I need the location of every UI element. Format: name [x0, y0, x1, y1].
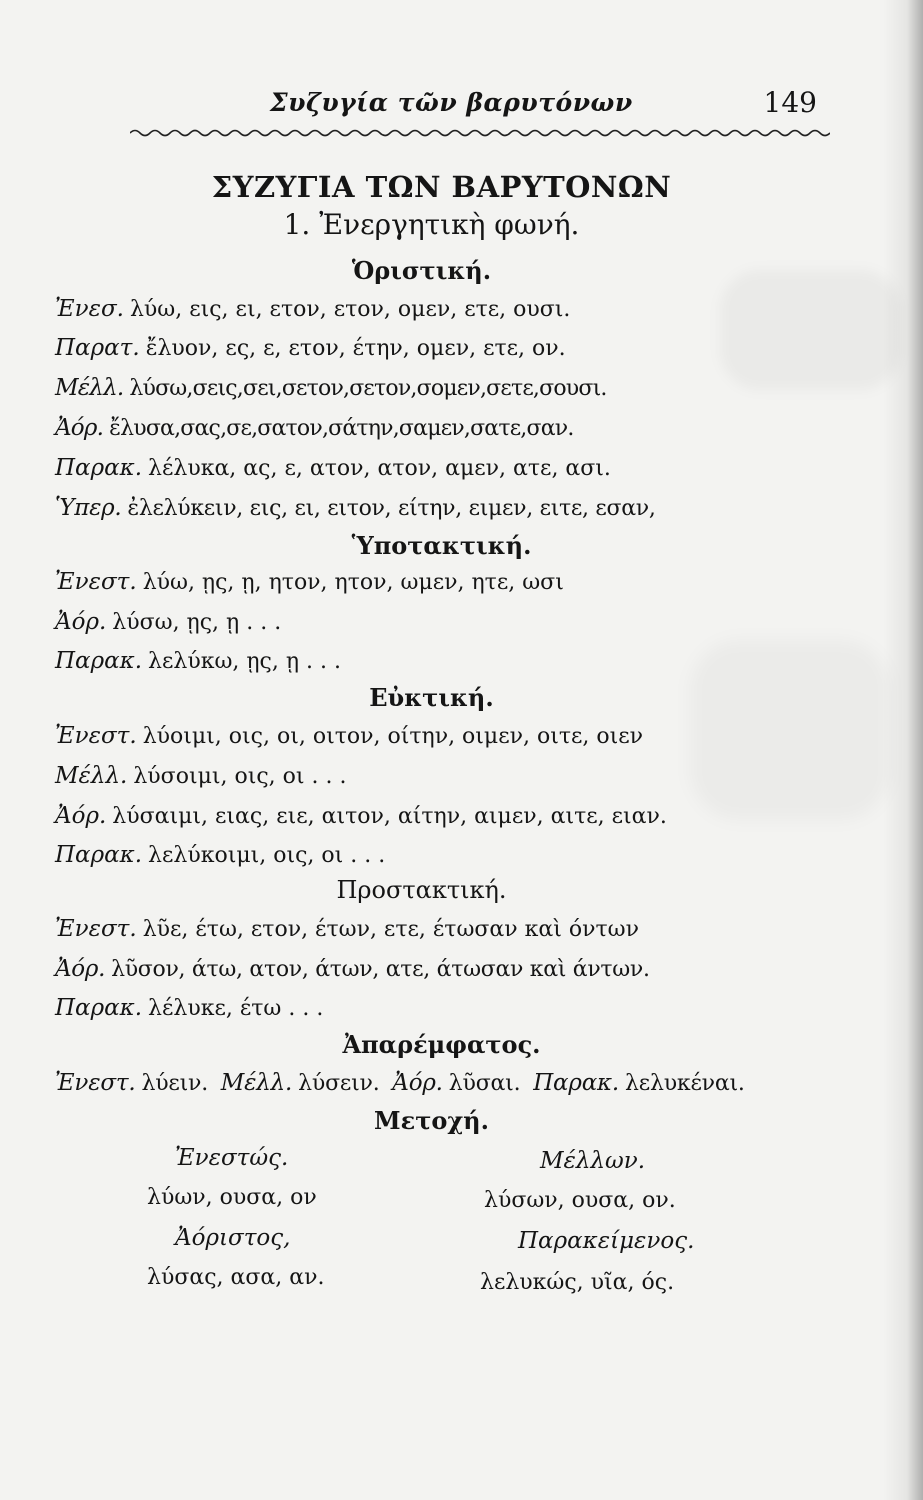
tense-label: Ἀόρ.	[55, 415, 104, 441]
forms: λέλυκε, έτω . . .	[148, 996, 324, 1021]
main-title: ΣΥΖΥΓΙΑ ΤΩΝ ΒΑΡΥΤΟΝΩΝ	[211, 170, 672, 204]
tense-label: Ἐνεστ.	[55, 569, 137, 595]
participle-heading: Μετοχή.	[374, 1106, 489, 1135]
forms: λελυκέναι.	[625, 1071, 745, 1096]
conjugation-row	[55, 995, 835, 1021]
forms: λύοιμι, οις, οι, οιτον, οίτην, οιμεν, οιτε, οιεν	[142, 724, 644, 749]
tense-label: Παρακ.	[55, 455, 143, 481]
conjugation-row	[55, 763, 835, 789]
participle-label: Παρακείμενος.	[518, 1228, 695, 1254]
tense-label: Παρακ.	[55, 842, 143, 868]
conjugation-row	[55, 956, 835, 982]
forms: λύσω, ῃς, ῃ . . .	[112, 610, 282, 635]
participle-forms: λύων, ουσα, ον	[147, 1185, 317, 1210]
forms: λύσω,σεις,σει,σετον,σετον,σομεν,σετε,σουσι.	[129, 376, 607, 401]
conjugation-row	[55, 609, 835, 635]
running-title: Συζυγία τῶν βαρυτόνων	[270, 88, 633, 117]
conjugation-row	[55, 495, 835, 521]
tense-label: Ἐνεσ.	[55, 296, 124, 322]
forms: λύσαιμι, ειας, ειε, αιτον, αίτην, αιμεν, αιτε, ειαν.	[112, 804, 667, 829]
page-number: 149	[763, 86, 817, 119]
imperative-heading: Προστακτική.	[336, 876, 507, 904]
forms: λύσοιμι, οις, οι . . .	[133, 764, 347, 789]
participle-forms: λύσων, ουσα, ον.	[484, 1188, 676, 1213]
forms: λύω, ῃς, ῃ, ητον, ητον, ωμεν, ητε, ωσι	[142, 570, 564, 595]
infinitive-row	[55, 1070, 835, 1096]
indicative-heading: Ὁριστική.	[351, 256, 492, 285]
conjugation-row	[55, 648, 835, 674]
conjugation-row	[55, 375, 835, 401]
forms: λύσειν.	[298, 1071, 380, 1096]
forms: λέλυκα, ας, ε, ατον, ατον, αμεν, ατε, ασι.	[148, 456, 611, 481]
tense-label: Μέλλ.	[55, 763, 128, 789]
participle-forms: λύσας, ασα, αν.	[147, 1265, 325, 1290]
optative-heading: Εὐκτική.	[369, 683, 494, 712]
tense-label: Ἐνεστ.	[55, 1070, 136, 1096]
forms: λῦσον, άτω, ατον, άτων, ατε, άτωσαν καὶ άντων.	[111, 957, 650, 982]
forms: λῦε, έτω, ετον, έτων, ετε, έτωσαν καὶ όντων	[142, 917, 639, 942]
tense-label: Ἀόρ.	[392, 1070, 443, 1096]
tense-label: Παρακ.	[55, 648, 143, 674]
tense-label: Μέλλ.	[220, 1070, 293, 1096]
infinitive-heading: Ἀπαρέμφατος.	[342, 1030, 541, 1059]
conjugation-row	[55, 415, 835, 441]
forms: ἔλυσα,σας,σε,σατον,σάτην,σαμεν,σατε,σαν.	[109, 416, 574, 441]
tense-label: Ἀόρ.	[55, 803, 107, 829]
tense-label: Παρακ.	[533, 1070, 620, 1096]
forms: λελύκοιμι, οις, οι . . .	[148, 843, 386, 868]
tense-label: Παρατ.	[55, 335, 140, 361]
participle-label: Ἐνεστώς.	[175, 1145, 289, 1171]
participle-forms: λελυκώς, υῖα, ός.	[480, 1270, 675, 1295]
forms: ἐλελύκειν, εις, ει, ειτον, είτην, ειμεν, ειτε, εσαν,	[127, 496, 656, 521]
section-title: 1. Ἐνεργητικὴ φωνή.	[283, 208, 580, 241]
conjugation-row	[55, 455, 835, 481]
conjugation-row	[55, 335, 835, 361]
conjugation-row	[55, 916, 835, 942]
subjunctive-heading: Ὑποτακτική.	[351, 531, 532, 560]
conjugation-row	[55, 723, 835, 749]
page-header	[270, 88, 825, 128]
tense-label: Μέλλ.	[55, 375, 124, 401]
tense-label: Ὑπερ.	[55, 495, 122, 521]
show-through-stain	[720, 270, 900, 390]
forms: λῦσαι.	[448, 1071, 521, 1096]
tense-label: Ἐνεστ.	[55, 723, 137, 749]
participle-label: Μέλλων.	[540, 1148, 646, 1174]
conjugation-row	[55, 296, 835, 322]
participle-label: Ἀόριστος,	[175, 1225, 291, 1251]
tense-label: Ἀόρ.	[55, 956, 106, 982]
tense-label: Ἀόρ.	[55, 609, 107, 635]
conjugation-row	[55, 569, 835, 595]
tense-label: Ἐνεστ.	[55, 916, 137, 942]
forms: λύω, εις, ει, ετον, ετον, ομεν, ετε, ουσι.	[129, 297, 571, 322]
forms: ἔλυον, ες, ε, ετον, έτην, ομεν, ετε, ον.	[145, 336, 566, 361]
conjugation-row	[55, 842, 835, 868]
forms: λελύκω, ῃς, ῃ . . .	[148, 649, 342, 674]
forms: λύειν.	[141, 1071, 208, 1096]
wavy-rule	[130, 126, 830, 140]
tense-label: Παρακ.	[55, 995, 143, 1021]
conjugation-row	[55, 803, 835, 829]
